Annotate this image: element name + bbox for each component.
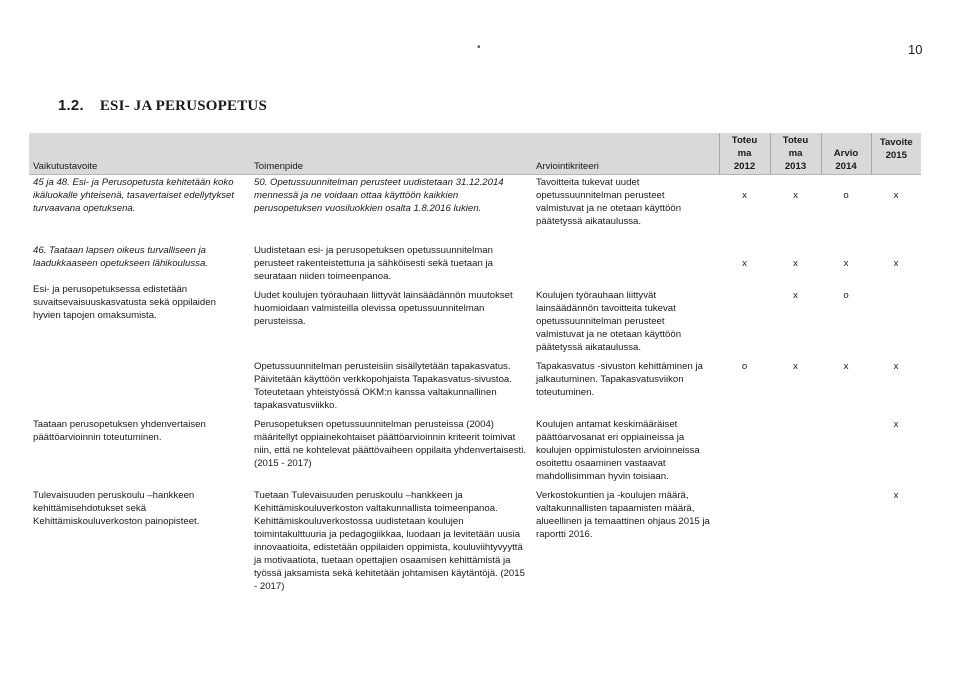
header-goal: Vaikutustavoite: [29, 133, 250, 175]
section-title-text: ESI- JA PERUSOPETUS: [99, 98, 268, 114]
criteria-cell: Tavoitteita tukevat uudet opetussuunnitelman perusteet valmistuvat ja ne otetaan käyttöön päätetyssä aikataulussa.: [536, 177, 682, 227]
mark-2013: x: [793, 361, 798, 372]
section-number: 1.2.: [58, 97, 84, 114]
section-title: [58, 97, 267, 115]
mark-2013: [770, 418, 821, 489]
table-row: [29, 418, 921, 489]
goal-text: Esi- ja perusopetuksessa edistetään suvaitsevaisuuskasvatusta sekä oppilaiden hyvien tapojen omaksumista.: [33, 284, 216, 321]
mark-2014: x: [843, 258, 849, 269]
page-number: 10: [908, 42, 923, 57]
mark-2012: x: [742, 190, 747, 201]
header-action: Toimenpide: [250, 133, 532, 175]
goal-cell: Taataan perusopetuksen yhdenvertaisen päättöarvioinnin toteutuminen.: [33, 419, 206, 443]
mark-2014: x: [843, 361, 849, 372]
goal-cell: Tulevaisuuden peruskoulu –hankkeen kehittämisehdotukset sekä Kehittämiskouluverkoston painopisteet.: [33, 490, 200, 527]
mark-2015: [871, 289, 921, 360]
mark-2015: x: [893, 490, 899, 501]
header-2013: Toteu ma 2013: [770, 133, 821, 175]
action-cell: 50. Opetussuunnitelman perusteet uudistetaan 31.12.2014 mennessä ja ne voidaan ottaa käyttöön kaikkien perusopetuksen vuosiluokkien osalta 1.8.2016 lukien.: [254, 177, 504, 214]
mark-2012: [719, 289, 770, 360]
criteria-cell: Verkostokuntien ja -koulujen määrä, valtakunnallisten tapaamisten määrä, alueellinen ja temaattinen ohjaus 2015 ja raportti 2016.: [536, 490, 710, 540]
header-2015: Tavoite 2015: [871, 133, 921, 175]
mark-2014: [821, 489, 871, 593]
header-criteria: Arviointikriteeri: [532, 133, 719, 175]
action-cell: Perusopetuksen opetussuunnitelman perusteissa (2004) määritellyt oppiainekohtaiset päättöarvioinnin kriteerit toimivat niin, että ne kohtelevat päättövaiheen oppilaita yhdenvertaisesti. (2015 - 2017): [254, 419, 527, 469]
table-row: [29, 244, 921, 289]
criteria-cell: [532, 244, 719, 289]
mark-2015: x: [893, 419, 899, 430]
mark-2012: [719, 489, 770, 593]
mark-2014: o: [843, 190, 849, 201]
action-cell: Tuetaan Tulevaisuuden peruskoulu –hankkeen ja Kehittämiskouluverkoston valtakunnallista toimeenpanoa. Kehittämiskouluverkostossa uudistetaan koulujen toimintakulttuuria ja pedagogiikkaa, luodaan ja levitetään uusia innovaatioita, edistetään oppilaiden oppimista, kouluviihtyvyyttä ja motivaatiota, tuetaan opettajien osaamisen kehittämistä ja työssä jaksamista sekä kehitetään johtamisen käytäntöjä. (2015 - 2017): [254, 490, 525, 592]
mark-2015: x: [893, 190, 899, 201]
mark-2012: x: [742, 258, 747, 269]
mark-2013: [770, 489, 821, 593]
header-2012: Toteu ma 2012: [719, 133, 770, 175]
action-cell: Uudistetaan esi- ja perusopetuksen opetussuunnitelman perusteet rakenteistettuna ja sähköisesti sekä tuetaan ja seurataan niiden toimeenpanoa.: [254, 245, 493, 282]
criteria-cell: Koulujen työrauhaan liittyvät lainsäädännön tavoitteita tukevat opetussuunnitelman perusteet valmistuvat ja ne otetaan käyttöön päätetyssä aikataulussa.: [536, 290, 682, 353]
goal-cell: [29, 244, 250, 418]
mark-2012: o: [741, 361, 748, 372]
header-2014: Arvio 2014: [821, 133, 871, 175]
mark-2013: x: [793, 290, 798, 301]
mark-2013: x: [793, 258, 798, 269]
mark-2013: x: [793, 190, 798, 201]
criteria-cell: Koulujen antamat keskimääräiset päättöarvosanat eri oppiaineissa ja koulujen oppimistulosten arvioinneissa osoitettu osaaminen vastaavat mahdollisimman hyvin toisiaan.: [536, 419, 700, 482]
mark-2014: o: [843, 290, 849, 301]
table-header-row: [29, 133, 921, 175]
mark-2012: [719, 418, 770, 489]
action-cell: Opetussuunnitelman perusteisiin sisällytetään tapakasvatus. Päivitetään käyttöön verkkopohjaista Tapakasvatus-sivustoa. Toteutetaan yhteistyössä OKM:n kanssa valtakunnallinen tapakasvatusviikko.: [254, 361, 512, 411]
action-plan-table: [29, 133, 921, 593]
table-row: [29, 489, 921, 593]
page-mark: •: [477, 42, 481, 53]
mark-2014: [821, 418, 871, 489]
action-cell: Uudet koulujen työrauhaan liittyvät lainsäädännön muutokset huomioidaan valmisteilla olevissa opetussuunnitelman perusteissa.: [254, 290, 513, 327]
goal-text: 46. Taataan lapsen oikeus turvalliseen ja laadukkaaseen opetukseen lähikoulussa.: [33, 245, 208, 269]
mark-2015: x: [893, 361, 899, 372]
criteria-cell: Tapakasvatus -sivuston kehittäminen ja jalkautuminen. Tapakasvatusviikon toteutuminen.: [536, 361, 703, 398]
table-row: [29, 175, 921, 245]
goal-cell: 45 ja 48. Esi- ja Perusopetusta kehitetään koko ikäluokalle yhteisenä, tasavertaiset edellytykset turvaavana opetuksena.: [33, 177, 235, 214]
mark-2015: x: [893, 258, 899, 269]
